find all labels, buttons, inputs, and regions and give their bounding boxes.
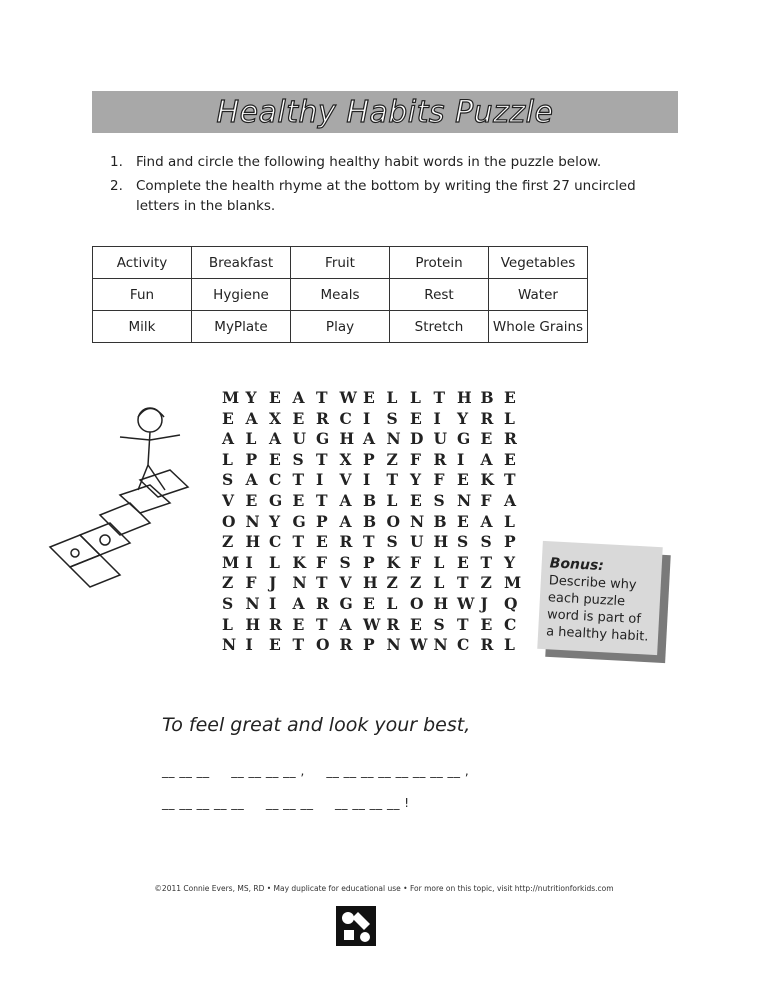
rhyme-blanks-line-1[interactable]: __ __ __ __ __ __ __ , __ __ __ __ __ __ __ __ , — [162, 764, 470, 778]
table-row — [93, 311, 588, 343]
grid-letter[interactable]: A — [292, 388, 305, 407]
grid-letter[interactable]: R — [386, 614, 400, 634]
grid-letter[interactable]: E — [410, 408, 422, 428]
grid-letter[interactable]: O — [386, 511, 401, 531]
grid-letter[interactable]: S — [222, 593, 234, 613]
grid-letter[interactable]: X — [269, 408, 282, 428]
instruction-text: Find and circle the following healthy habit words in the puzzle below. — [136, 154, 602, 170]
grid-letter[interactable]: L — [504, 408, 515, 428]
table-row — [93, 247, 588, 279]
word-cell: Vegetables — [489, 247, 588, 279]
grid-letter[interactable]: O — [410, 593, 424, 613]
grid-letter[interactable]: T — [316, 490, 328, 510]
grid-letter[interactable]: S — [386, 408, 398, 428]
grid-letter[interactable]: T — [316, 449, 328, 469]
grid-letter[interactable]: E — [410, 614, 422, 634]
grid-letter[interactable]: S — [480, 532, 492, 552]
grid-letter[interactable]: E — [316, 532, 328, 552]
title-banner — [92, 91, 678, 133]
hopscotch-girl-illustration — [30, 395, 210, 590]
grid-letter[interactable]: B — [480, 388, 494, 407]
grid-letter[interactable]: Y — [410, 470, 422, 490]
grid-letter[interactable]: H — [339, 429, 355, 449]
grid-letter[interactable]: X — [339, 449, 352, 469]
grid-letter[interactable]: A — [339, 490, 352, 510]
grid-letter[interactable]: F — [316, 552, 328, 572]
grid-letter[interactable]: J — [269, 573, 277, 593]
grid-row — [222, 388, 528, 409]
grid-letter[interactable]: W — [339, 388, 357, 407]
grid-letter[interactable]: L — [504, 511, 515, 531]
grid-letter[interactable]: M — [222, 388, 240, 407]
grid-letter[interactable]: C — [269, 470, 282, 490]
grid-letter[interactable]: Z — [386, 449, 398, 469]
grid-letter[interactable]: G — [339, 593, 353, 613]
grid-letter[interactable]: N — [245, 511, 260, 531]
grid-letter[interactable]: N — [245, 593, 260, 613]
grid-row — [222, 450, 528, 471]
grid-letter[interactable]: R — [316, 593, 329, 613]
grid-letter[interactable]: T — [504, 470, 516, 490]
grid-letter[interactable]: N — [433, 635, 448, 655]
grid-letter[interactable]: N — [410, 511, 425, 531]
grid-letter[interactable]: Z — [410, 573, 422, 593]
grid-letter[interactable]: N — [386, 635, 401, 655]
grid-letter[interactable]: L — [386, 593, 398, 613]
word-cell: Milk — [93, 311, 192, 343]
grid-letter[interactable]: I — [433, 408, 441, 428]
grid-letter[interactable]: F — [480, 490, 492, 510]
instructions — [110, 152, 680, 220]
grid-letter[interactable]: H — [433, 593, 449, 613]
grid-letter[interactable]: E — [480, 614, 493, 634]
grid-letter[interactable]: E — [245, 490, 258, 510]
instruction-item — [110, 152, 680, 172]
grid-letter[interactable]: Y — [504, 552, 516, 572]
grid-letter[interactable]: T — [292, 635, 305, 655]
grid-letter[interactable]: E — [292, 490, 305, 510]
grid-letter[interactable]: C — [504, 614, 517, 634]
grid-letter[interactable]: U — [410, 532, 424, 552]
grid-letter[interactable]: M — [504, 573, 522, 593]
page-title: Healthy Habits Puzzle — [216, 94, 554, 130]
grid-letter[interactable]: O — [222, 511, 236, 531]
grid-letter[interactable]: I — [245, 635, 253, 655]
grid-letter[interactable]: H — [457, 388, 472, 407]
word-cell: Breakfast — [192, 247, 291, 279]
grid-letter[interactable]: C — [269, 532, 282, 552]
grid-letter[interactable]: N — [386, 429, 401, 449]
grid-letter[interactable]: S — [433, 614, 445, 634]
bonus-card — [537, 541, 662, 655]
grid-letter[interactable]: R — [480, 635, 494, 655]
grid-letter[interactable]: L — [386, 490, 398, 510]
rhyme-line: To feel great and look your best, — [162, 714, 471, 736]
grid-letter[interactable]: G — [269, 490, 283, 510]
grid-letter[interactable]: L — [504, 635, 515, 655]
grid-row — [222, 573, 528, 594]
grid-row — [222, 553, 528, 574]
grid-letter[interactable]: S — [339, 552, 351, 572]
grid-letter[interactable]: R — [269, 614, 282, 634]
grid-letter[interactable]: H — [245, 532, 261, 552]
grid-letter[interactable]: E — [504, 388, 516, 407]
grid-letter[interactable]: I — [363, 408, 371, 428]
grid-letter[interactable]: H — [363, 573, 378, 593]
grid-letter[interactable]: Y — [245, 388, 257, 407]
grid-letter[interactable]: F — [245, 573, 257, 593]
instruction-item — [110, 176, 680, 216]
grid-letter[interactable]: G — [457, 429, 471, 449]
word-cell: Protein — [390, 247, 489, 279]
grid-letter[interactable]: P — [363, 635, 375, 655]
word-cell: Rest — [390, 279, 489, 311]
grid-letter[interactable]: E — [292, 408, 305, 428]
instruction-number: 2. — [110, 178, 123, 194]
grid-letter[interactable]: I — [316, 470, 324, 490]
grid-letter[interactable]: Y — [269, 511, 281, 531]
grid-letter[interactable]: T — [386, 470, 399, 490]
grid-letter[interactable]: E — [269, 635, 281, 655]
grid-row — [222, 635, 528, 656]
grid-letter[interactable]: V — [339, 470, 352, 490]
grid-letter[interactable]: B — [433, 511, 447, 531]
grid-letter[interactable]: T — [316, 614, 328, 634]
grid-row — [222, 512, 528, 533]
grid-letter[interactable]: A — [480, 449, 493, 469]
word-cell: Play — [291, 311, 390, 343]
grid-letter[interactable]: L — [222, 449, 233, 469]
grid-letter[interactable]: T — [457, 614, 469, 634]
bonus-line: each puzzle — [547, 590, 626, 610]
grid-row — [222, 594, 528, 615]
grid-letter[interactable]: S — [457, 532, 469, 552]
grid-letter[interactable]: O — [316, 635, 330, 655]
grid-letter[interactable]: R — [480, 408, 494, 428]
grid-letter[interactable]: L — [269, 552, 280, 572]
grid-letter[interactable]: A — [245, 408, 258, 428]
grid-letter[interactable]: L — [222, 614, 233, 634]
grid-letter[interactable]: R — [339, 635, 353, 655]
grid-letter[interactable]: E — [269, 388, 281, 407]
grid-letter[interactable]: P — [245, 449, 258, 469]
grid-letter[interactable]: Q — [504, 593, 518, 613]
grid-letter[interactable]: Z — [386, 573, 398, 593]
grid-letter[interactable]: P — [363, 552, 375, 572]
grid-letter[interactable]: R — [316, 408, 329, 428]
word-cell: MyPlate — [192, 311, 291, 343]
grid-letter[interactable]: P — [504, 532, 516, 552]
grid-letter[interactable]: E — [410, 490, 422, 510]
grid-letter[interactable]: C — [457, 635, 470, 655]
grid-letter[interactable]: R — [339, 532, 353, 552]
grid-letter[interactable]: N — [222, 635, 237, 655]
grid-letter[interactable]: C — [339, 408, 352, 428]
grid-row — [222, 409, 528, 430]
grid-letter[interactable]: L — [386, 388, 398, 407]
rhyme-blanks-line-2[interactable]: __ __ __ __ __ __ __ __ __ __ __ __ ! — [162, 796, 410, 810]
grid-letter[interactable]: T — [363, 532, 375, 552]
grid-letter[interactable]: T — [292, 532, 305, 552]
grid-letter[interactable]: F — [410, 552, 422, 572]
grid-letter[interactable]: E — [222, 408, 234, 428]
word-cell: Meals — [291, 279, 390, 311]
grid-letter[interactable]: A — [480, 511, 493, 531]
bonus-line: word is part of — [546, 607, 642, 628]
word-cell: Activity — [93, 247, 192, 279]
grid-letter[interactable]: J — [480, 593, 488, 613]
bonus-line: Describe why — [548, 573, 637, 593]
grid-letter[interactable]: W — [363, 614, 381, 634]
grid-letter[interactable]: T — [316, 573, 328, 593]
grid-letter[interactable]: V — [222, 490, 235, 510]
grid-letter[interactable]: Y — [457, 408, 469, 428]
grid-letter[interactable]: S — [433, 490, 445, 510]
grid-letter[interactable]: P — [363, 449, 375, 469]
grid-letter[interactable]: A — [504, 490, 517, 510]
grid-letter[interactable]: A — [245, 470, 258, 490]
grid-letter[interactable]: B — [363, 511, 377, 531]
grid-letter[interactable]: S — [386, 532, 398, 552]
grid-row — [222, 491, 528, 512]
grid-row — [222, 470, 528, 491]
word-cell: Fun — [93, 279, 192, 311]
word-list-table — [92, 246, 588, 343]
grid-letter[interactable]: Z — [480, 573, 492, 593]
grid-letter[interactable]: I — [245, 552, 253, 572]
grid-letter[interactable]: A — [339, 511, 352, 531]
grid-letter[interactable]: T — [480, 552, 493, 572]
grid-letter[interactable]: K — [292, 552, 306, 572]
grid-letter[interactable]: E — [363, 388, 375, 407]
grid-letter[interactable]: A — [292, 593, 305, 613]
grid-letter[interactable]: T — [457, 573, 469, 593]
grid-letter[interactable]: K — [386, 552, 400, 572]
grid-letter[interactable]: U — [292, 429, 307, 449]
grid-letter[interactable]: E — [457, 470, 469, 490]
grid-letter[interactable]: W — [457, 593, 475, 613]
grid-letter[interactable]: N — [292, 573, 307, 593]
grid-letter[interactable]: A — [339, 614, 352, 634]
grid-letter[interactable]: T — [433, 388, 446, 407]
grid-letter[interactable]: R — [504, 429, 517, 449]
word-cell: Fruit — [291, 247, 390, 279]
grid-letter[interactable]: A — [269, 429, 282, 449]
instruction-text: Complete the health rhyme at the bottom by writing the first 27 uncircled letters in the blanks. — [136, 178, 636, 214]
grid-row — [222, 429, 528, 450]
grid-letter[interactable]: G — [316, 429, 330, 449]
grid-letter[interactable]: W — [410, 635, 428, 655]
bonus-title: Bonus: — [549, 555, 605, 575]
grid-letter[interactable]: A — [222, 429, 235, 449]
table-row — [93, 279, 588, 311]
grid-letter[interactable]: P — [316, 511, 328, 531]
grid-letter[interactable]: L — [433, 552, 445, 572]
word-cell: Whole Grains — [489, 311, 588, 343]
grid-letter[interactable]: E — [363, 593, 375, 613]
grid-letter[interactable]: E — [269, 449, 281, 469]
instruction-number: 1. — [110, 154, 123, 170]
word-cell: Stretch — [390, 311, 489, 343]
grid-row — [222, 615, 528, 636]
grid-letter[interactable]: V — [339, 573, 352, 593]
grid-letter[interactable]: L — [410, 388, 421, 407]
grid-letter[interactable]: K — [480, 470, 494, 490]
grid-letter[interactable]: E — [292, 614, 305, 634]
footer-copyright: ©2011 Connie Evers, MS, RD • May duplicate for educational use • For more on this topic, visit http://nutritionforkids.com — [154, 884, 614, 893]
grid-letter[interactable]: S — [292, 449, 304, 469]
grid-letter[interactable]: E — [480, 429, 493, 449]
grid-letter[interactable]: I — [269, 593, 277, 613]
grid-letter[interactable]: S — [222, 470, 234, 490]
grid-letter[interactable]: A — [363, 429, 376, 449]
grid-letter[interactable]: E — [457, 511, 469, 531]
grid-letter[interactable]: M — [222, 552, 240, 572]
grid-letter[interactable]: Z — [222, 532, 234, 552]
grid-letter[interactable]: H — [433, 532, 449, 552]
grid-letter[interactable]: H — [245, 614, 261, 634]
grid-letter[interactable]: Z — [222, 573, 234, 593]
grid-letter[interactable]: D — [410, 429, 424, 449]
grid-letter[interactable]: L — [433, 573, 445, 593]
grid-letter[interactable]: L — [245, 429, 257, 449]
grid-letter[interactable]: E — [504, 449, 516, 469]
grid-letter[interactable]: N — [457, 490, 472, 510]
grid-letter[interactable]: I — [457, 449, 465, 469]
grid-letter[interactable]: G — [292, 511, 306, 531]
grid-letter[interactable]: R — [433, 449, 447, 469]
grid-letter[interactable]: U — [433, 429, 448, 449]
grid-row — [222, 532, 528, 553]
grid-letter[interactable]: T — [316, 388, 328, 407]
word-cell: Hygiene — [192, 279, 291, 311]
grid-letter[interactable]: F — [433, 470, 445, 490]
grid-letter[interactable]: F — [410, 449, 422, 469]
bonus-line: a healthy habit. — [545, 624, 649, 645]
word-cell: Water — [489, 279, 588, 311]
nutrition-logo-icon — [336, 906, 376, 946]
grid-letter[interactable]: B — [363, 490, 377, 510]
word-search-grid — [222, 388, 528, 656]
grid-letter[interactable]: E — [457, 552, 469, 572]
grid-letter[interactable]: T — [292, 470, 305, 490]
grid-letter[interactable]: I — [363, 470, 371, 490]
